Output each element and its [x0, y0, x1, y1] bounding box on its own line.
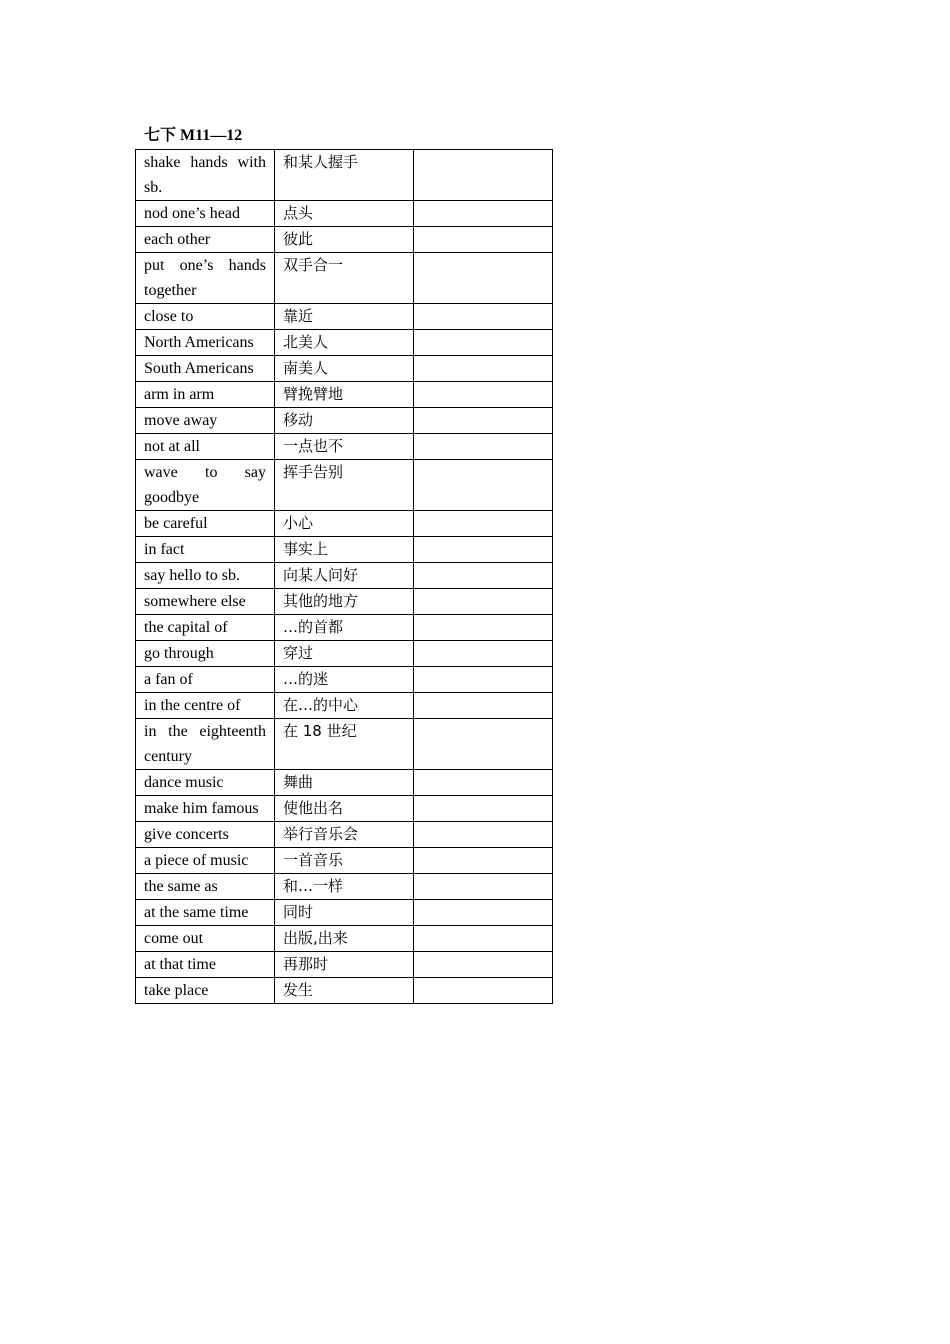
- chinese-meaning-cell: 和某人握手: [275, 150, 414, 201]
- english-phrase-cell: go through: [136, 641, 275, 667]
- empty-cell: [414, 201, 553, 227]
- empty-cell: [414, 641, 553, 667]
- english-phrase-cell: not at all: [136, 434, 275, 460]
- chinese-meaning-cell: 移动: [275, 408, 414, 434]
- chinese-meaning-cell: 一点也不: [275, 434, 414, 460]
- english-phrase-cell: each other: [136, 227, 275, 253]
- empty-cell: [414, 330, 553, 356]
- chinese-meaning-cell: 举行音乐会: [275, 822, 414, 848]
- english-phrase-cell: at the same time: [136, 900, 275, 926]
- table-row: [136, 382, 553, 408]
- table-row: [136, 693, 553, 719]
- table-row: [136, 719, 553, 770]
- empty-cell: [414, 719, 553, 770]
- table-row: [136, 952, 553, 978]
- chinese-meaning-cell: 南美人: [275, 356, 414, 382]
- empty-cell: [414, 408, 553, 434]
- english-phrase-cell: move away: [136, 408, 275, 434]
- chinese-meaning-cell: 点头: [275, 201, 414, 227]
- chinese-meaning-cell: 舞曲: [275, 770, 414, 796]
- empty-cell: [414, 253, 553, 304]
- english-phrase-cell: South Americans: [136, 356, 275, 382]
- empty-cell: [414, 511, 553, 537]
- table-row: [136, 615, 553, 641]
- empty-cell: [414, 589, 553, 615]
- english-phrase-cell: close to: [136, 304, 275, 330]
- table-row: [136, 589, 553, 615]
- empty-cell: [414, 796, 553, 822]
- english-phrase-cell: take place: [136, 978, 275, 1004]
- table-row: [136, 537, 553, 563]
- english-phrase-cell: dance music: [136, 770, 275, 796]
- table-row: [136, 978, 553, 1004]
- chinese-meaning-cell: 一首音乐: [275, 848, 414, 874]
- empty-cell: [414, 356, 553, 382]
- chinese-meaning-cell: 事实上: [275, 537, 414, 563]
- empty-cell: [414, 926, 553, 952]
- empty-cell: [414, 667, 553, 693]
- chinese-meaning-cell: 出版,出来: [275, 926, 414, 952]
- table-row: [136, 356, 553, 382]
- english-phrase-cell: a fan of: [136, 667, 275, 693]
- empty-cell: [414, 227, 553, 253]
- chinese-meaning-cell: 臂挽臂地: [275, 382, 414, 408]
- table-row: [136, 460, 553, 511]
- table-row: [136, 822, 553, 848]
- empty-cell: [414, 952, 553, 978]
- table-row: [136, 408, 553, 434]
- table-row: [136, 874, 553, 900]
- english-phrase-cell: arm in arm: [136, 382, 275, 408]
- chinese-meaning-cell: 其他的地方: [275, 589, 414, 615]
- english-phrase-cell: a piece of music: [136, 848, 275, 874]
- english-phrase-cell: somewhere else: [136, 589, 275, 615]
- table-row: [136, 770, 553, 796]
- chinese-meaning-cell: 彼此: [275, 227, 414, 253]
- empty-cell: [414, 900, 553, 926]
- chinese-meaning-cell: 穿过: [275, 641, 414, 667]
- chinese-meaning-cell: 靠近: [275, 304, 414, 330]
- table-row: [136, 201, 553, 227]
- empty-cell: [414, 693, 553, 719]
- empty-cell: [414, 615, 553, 641]
- empty-cell: [414, 874, 553, 900]
- english-phrase-cell: North Americans: [136, 330, 275, 356]
- table-row: [136, 796, 553, 822]
- chinese-meaning-cell: 再那时: [275, 952, 414, 978]
- table-row: [136, 434, 553, 460]
- chinese-meaning-cell: 挥手告别: [275, 460, 414, 511]
- english-phrase-cell: at that time: [136, 952, 275, 978]
- english-phrase-cell: make him famous: [136, 796, 275, 822]
- chinese-meaning-cell: 在…的中心: [275, 693, 414, 719]
- english-phrase-cell: be careful: [136, 511, 275, 537]
- table-row: [136, 848, 553, 874]
- table-row: [136, 667, 553, 693]
- empty-cell: [414, 460, 553, 511]
- english-phrase-cell: in the eighteenth century: [136, 719, 275, 770]
- empty-cell: [414, 563, 553, 589]
- table-row: [136, 253, 553, 304]
- chinese-meaning-cell: 同时: [275, 900, 414, 926]
- chinese-meaning-cell: 双手合一: [275, 253, 414, 304]
- english-phrase-cell: wave to say goodbye: [136, 460, 275, 511]
- table-row: [136, 900, 553, 926]
- empty-cell: [414, 382, 553, 408]
- chinese-meaning-cell: 小心: [275, 511, 414, 537]
- english-phrase-cell: the capital of: [136, 615, 275, 641]
- table-row: [136, 641, 553, 667]
- chinese-meaning-cell: …的迷: [275, 667, 414, 693]
- chinese-meaning-cell: 北美人: [275, 330, 414, 356]
- table-row: [136, 150, 553, 201]
- table-row: [136, 926, 553, 952]
- chinese-meaning-cell: 在 18 世纪: [275, 719, 414, 770]
- english-phrase-cell: come out: [136, 926, 275, 952]
- chinese-meaning-cell: 发生: [275, 978, 414, 1004]
- empty-cell: [414, 770, 553, 796]
- empty-cell: [414, 537, 553, 563]
- english-phrase-cell: in fact: [136, 537, 275, 563]
- vocabulary-table-body: [136, 150, 553, 1004]
- chinese-meaning-cell: 使他出名: [275, 796, 414, 822]
- chinese-meaning-cell: 和…一样: [275, 874, 414, 900]
- empty-cell: [414, 848, 553, 874]
- table-row: [136, 227, 553, 253]
- empty-cell: [414, 978, 553, 1004]
- chinese-meaning-cell: 向某人问好: [275, 563, 414, 589]
- table-row: [136, 304, 553, 330]
- chinese-meaning-cell: …的首都: [275, 615, 414, 641]
- english-phrase-cell: the same as: [136, 874, 275, 900]
- empty-cell: [414, 304, 553, 330]
- empty-cell: [414, 150, 553, 201]
- english-phrase-cell: nod one’s head: [136, 201, 275, 227]
- vocabulary-table: [135, 149, 553, 1004]
- document-title: 七下 M11—12: [144, 127, 243, 144]
- english-phrase-cell: shake hands with sb.: [136, 150, 275, 201]
- english-phrase-cell: say hello to sb.: [136, 563, 275, 589]
- table-row: [136, 330, 553, 356]
- english-phrase-cell: put one’s hands together: [136, 253, 275, 304]
- english-phrase-cell: in the centre of: [136, 693, 275, 719]
- table-row: [136, 511, 553, 537]
- empty-cell: [414, 822, 553, 848]
- english-phrase-cell: give concerts: [136, 822, 275, 848]
- table-row: [136, 563, 553, 589]
- empty-cell: [414, 434, 553, 460]
